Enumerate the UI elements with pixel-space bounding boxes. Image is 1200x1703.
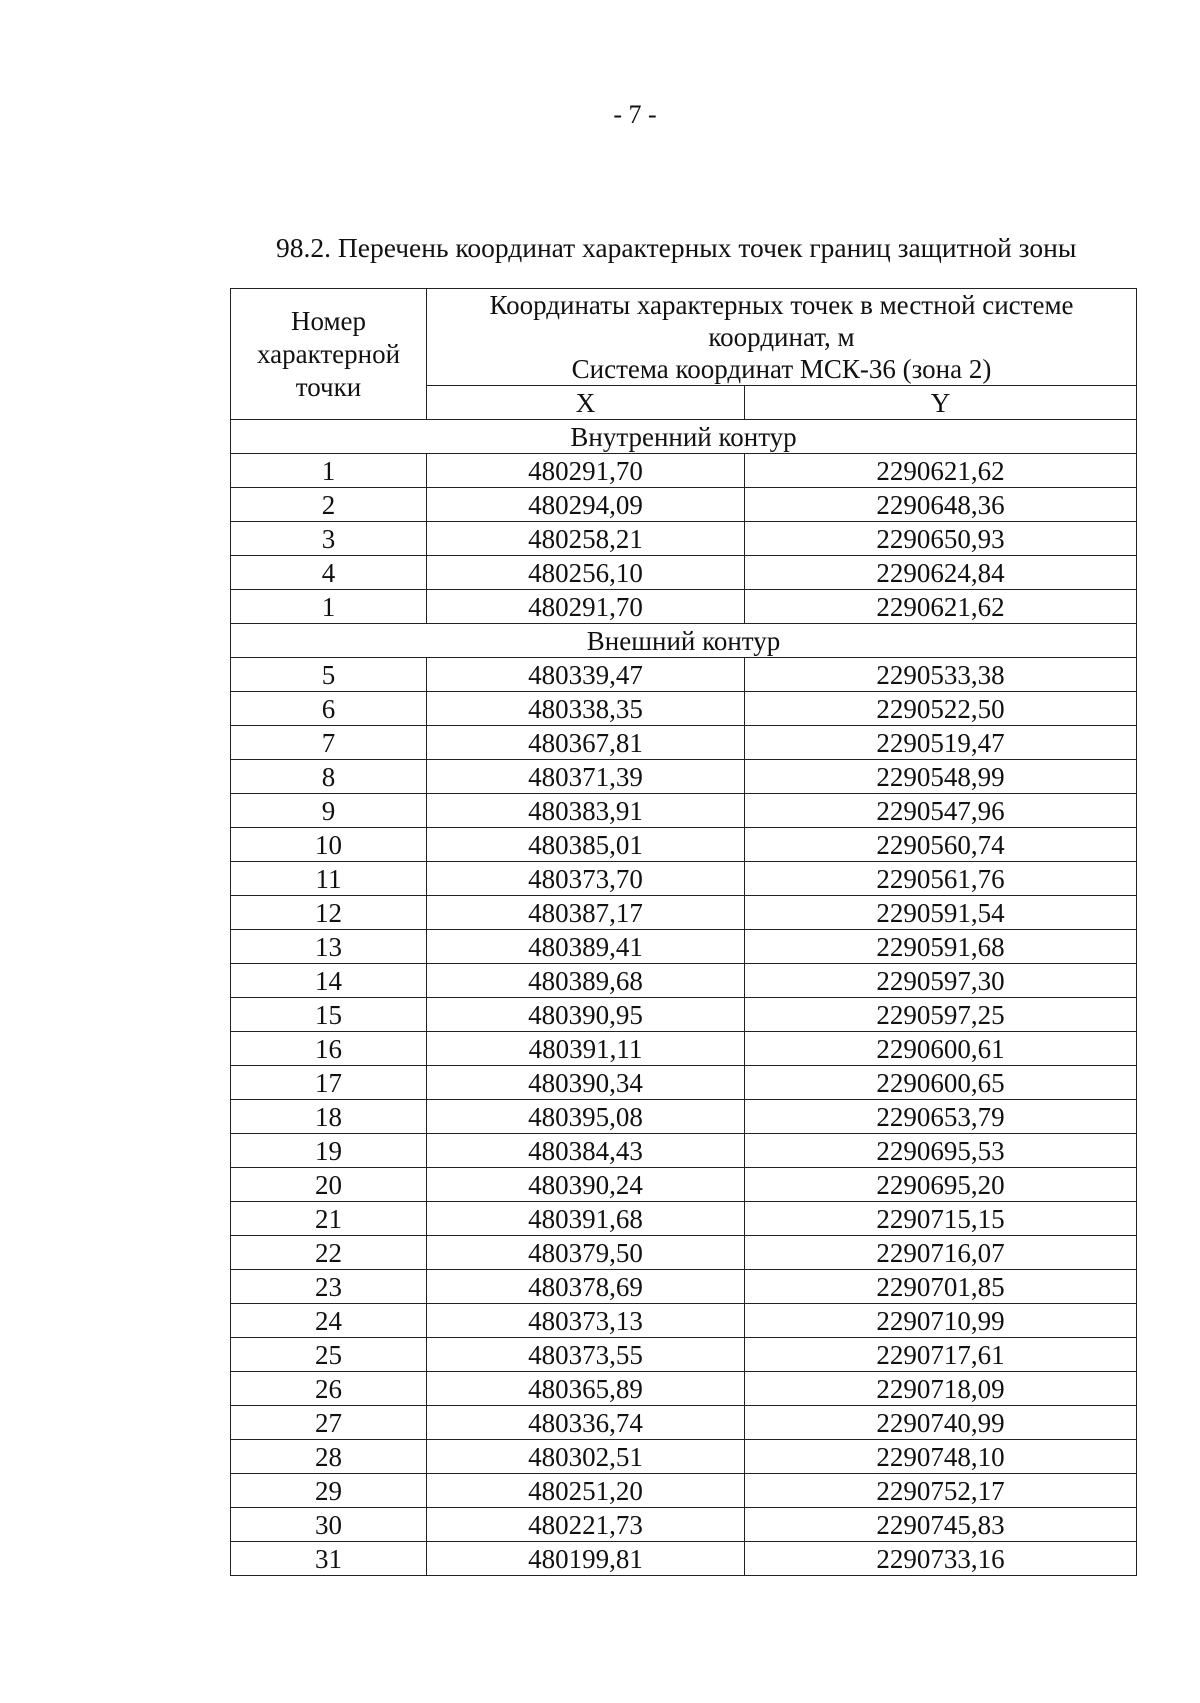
point-number-header [231,289,427,420]
point-number-cell: 5 [231,658,427,692]
x-coordinate-cell: 480221,73 [427,1508,745,1542]
point-number-cell: 1 [231,454,427,488]
page-number: - 7 - [613,100,657,129]
y-coordinate-cell: 2290650,93 [745,522,1137,556]
x-coordinate-cell: 480373,70 [427,862,745,896]
coordinates-header-line-3: Система координат МСК-36 (зона 2) [571,354,992,384]
x-coordinate-cell: 480365,89 [427,1372,745,1406]
y-coordinate-cell: 2290648,36 [745,488,1137,522]
x-coordinate-cell: 480383,91 [427,794,745,828]
table-row [231,1304,1137,1338]
point-number-cell: 21 [231,1202,427,1236]
x-coordinate-cell: 480367,81 [427,726,745,760]
point-number-cell: 7 [231,726,427,760]
y-coordinate-cell: 2290745,83 [745,1508,1137,1542]
point-number-cell: 23 [231,1270,427,1304]
table-row [231,964,1137,998]
x-coordinate-cell: 480389,41 [427,930,745,964]
table-row [231,1066,1137,1100]
point-number-cell: 9 [231,794,427,828]
table-header [231,289,1137,420]
table-row [231,862,1137,896]
x-coordinate-cell: 480385,01 [427,828,745,862]
table-row [231,1168,1137,1202]
point-number-cell: 11 [231,862,427,896]
y-coordinate-cell: 2290624,84 [745,556,1137,590]
point-number-cell: 24 [231,1304,427,1338]
x-coordinate-cell: 480391,68 [427,1202,745,1236]
x-coordinate-cell: 480390,24 [427,1168,745,1202]
x-coordinate-cell: 480291,70 [427,590,745,624]
point-number-cell: 13 [231,930,427,964]
x-coordinate-cell: 480302,51 [427,1440,745,1474]
document-title: 98.2. Перечень координат характерных точек границ защитной зоны [276,232,1077,263]
x-coordinate-cell: 480390,34 [427,1066,745,1100]
point-number-cell: 1 [231,590,427,624]
point-number-cell: 4 [231,556,427,590]
table-row [231,590,1137,624]
y-coordinate-cell: 2290522,50 [745,692,1137,726]
table-row [231,1406,1137,1440]
y-coordinate-cell: 2290597,30 [745,964,1137,998]
x-coordinate-cell: 480291,70 [427,454,745,488]
point-number-header-line-3: точки [295,371,362,402]
point-number-header-line-1: Номер [290,305,367,336]
point-number-cell: 29 [231,1474,427,1508]
point-number-cell: 19 [231,1134,427,1168]
y-coordinate-cell: 2290716,07 [745,1236,1137,1270]
table-row [231,522,1137,556]
y-coordinate-cell: 2290653,79 [745,1100,1137,1134]
table-body [231,420,1137,1576]
table-row [231,1236,1137,1270]
point-number-cell: 27 [231,1406,427,1440]
x-coordinate-cell: 480256,10 [427,556,745,590]
section-title: Внешний контур [231,624,1137,658]
y-coordinate-cell: 2290748,10 [745,1440,1137,1474]
point-number-cell: 30 [231,1508,427,1542]
table-row [231,1270,1137,1304]
y-coordinate-cell: 2290740,99 [745,1406,1137,1440]
x-coordinate-cell: 480378,69 [427,1270,745,1304]
table-row [231,1338,1137,1372]
y-coordinate-cell: 2290715,15 [745,1202,1137,1236]
table-row [231,1474,1137,1508]
y-coordinate-cell: 2290591,68 [745,930,1137,964]
y-coordinate-cell: 2290548,99 [745,760,1137,794]
table-row [231,930,1137,964]
table-row [231,1542,1137,1576]
x-coordinate-cell: 480387,17 [427,896,745,930]
x-coordinate-cell: 480390,95 [427,998,745,1032]
x-column-header: X [427,386,745,420]
y-coordinate-cell: 2290597,25 [745,998,1137,1032]
y-coordinate-cell: 2290695,20 [745,1168,1137,1202]
x-coordinate-cell: 480339,47 [427,658,745,692]
point-number-cell: 17 [231,1066,427,1100]
point-number-cell: 16 [231,1032,427,1066]
table-row [231,692,1137,726]
y-coordinate-cell: 2290718,09 [745,1372,1137,1406]
point-number-cell: 6 [231,692,427,726]
x-coordinate-cell: 480395,08 [427,1100,745,1134]
table-row [231,556,1137,590]
x-coordinate-cell: 480391,11 [427,1032,745,1066]
table-row [231,828,1137,862]
y-coordinate-cell: 2290701,85 [745,1270,1137,1304]
y-coordinate-cell: 2290600,65 [745,1066,1137,1100]
point-number-cell: 8 [231,760,427,794]
table-row [231,794,1137,828]
x-coordinate-cell: 480258,21 [427,522,745,556]
table-row [231,1032,1137,1066]
point-number-cell: 25 [231,1338,427,1372]
table-row [231,760,1137,794]
table-row [231,454,1137,488]
x-coordinate-cell: 480251,20 [427,1474,745,1508]
y-coordinate-cell: 2290621,62 [745,454,1137,488]
point-number-cell: 2 [231,488,427,522]
point-number-header-line-2: характерной [256,338,401,369]
coordinates-header-line-2: координат, м [708,322,855,352]
y-coordinate-cell: 2290561,76 [745,862,1137,896]
y-coordinate-cell: 2290600,61 [745,1032,1137,1066]
x-coordinate-cell: 480338,35 [427,692,745,726]
point-number-cell: 18 [231,1100,427,1134]
x-coordinate-cell: 480199,81 [427,1542,745,1576]
y-column-header: Y [745,386,1137,420]
point-number-cell: 28 [231,1440,427,1474]
point-number-cell: 20 [231,1168,427,1202]
table-row [231,1202,1137,1236]
table-row [231,896,1137,930]
y-coordinate-cell: 2290752,17 [745,1474,1137,1508]
table-row [231,1100,1137,1134]
table-row [231,658,1137,692]
y-coordinate-cell: 2290717,61 [745,1338,1137,1372]
point-number-cell: 12 [231,896,427,930]
y-coordinate-cell: 2290547,96 [745,794,1137,828]
table-row [231,726,1137,760]
table-row [231,1134,1137,1168]
table-row [231,1508,1137,1542]
section-title: Внутренний контур [231,420,1137,454]
table-row [231,488,1137,522]
point-number-cell: 14 [231,964,427,998]
point-number-cell: 26 [231,1372,427,1406]
point-number-cell: 31 [231,1542,427,1576]
y-coordinate-cell: 2290621,62 [745,590,1137,624]
point-number-cell: 3 [231,522,427,556]
y-coordinate-cell: 2290560,74 [745,828,1137,862]
section-row [231,420,1137,454]
y-coordinate-cell: 2290533,38 [745,658,1137,692]
x-coordinate-cell: 480384,43 [427,1134,745,1168]
x-coordinate-cell: 480371,39 [427,760,745,794]
x-coordinate-cell: 480294,09 [427,488,745,522]
x-coordinate-cell: 480373,13 [427,1304,745,1338]
x-coordinate-cell: 480336,74 [427,1406,745,1440]
x-coordinate-cell: 480373,55 [427,1338,745,1372]
y-coordinate-cell: 2290710,99 [745,1304,1137,1338]
table-row [231,998,1137,1032]
y-coordinate-cell: 2290733,16 [745,1542,1137,1576]
point-number-cell: 22 [231,1236,427,1270]
coordinates-table [230,288,1137,1576]
table-row [231,1372,1137,1406]
coordinates-header [427,289,1137,386]
point-number-cell: 15 [231,998,427,1032]
y-coordinate-cell: 2290695,53 [745,1134,1137,1168]
coordinates-header-line-1: Координаты характерных точек в местной системе [489,290,1074,320]
point-number-cell: 10 [231,828,427,862]
table-row [231,1440,1137,1474]
y-coordinate-cell: 2290519,47 [745,726,1137,760]
x-coordinate-cell: 480389,68 [427,964,745,998]
x-coordinate-cell: 480379,50 [427,1236,745,1270]
section-row [231,624,1137,658]
y-coordinate-cell: 2290591,54 [745,896,1137,930]
